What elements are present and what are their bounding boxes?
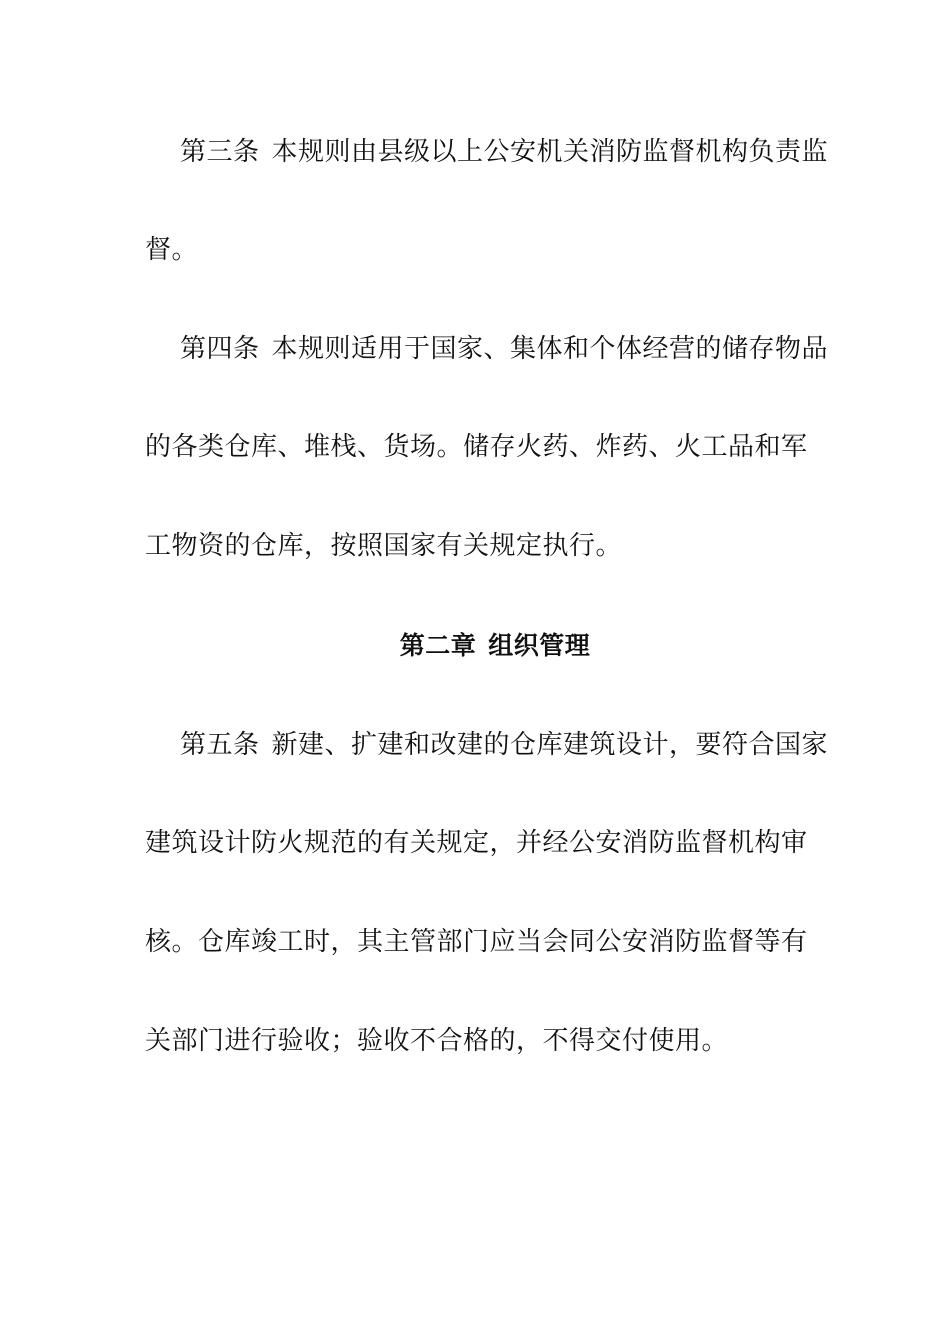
- article-4-line-1: [180, 333, 829, 365]
- article-4-line-2: 的各类仓库、堆栈、货场。储存火药、炸药、火工品和军: [145, 432, 808, 462]
- article-5-line-2: 建筑设计防火规范的有关规定，并经公安消防监督机构审: [145, 828, 808, 858]
- article-4-text-1: 本规则适用于国家、集体和个体经营的储存物品: [271, 334, 829, 364]
- article-5-text-1: 新建、扩建和改建的仓库建筑设计，要符合国家: [271, 730, 829, 760]
- chapter-label: 第二章: [399, 631, 477, 660]
- article-5-label: 第五条: [180, 730, 260, 760]
- article-3-line-1: [180, 136, 829, 168]
- chapter-heading: [0, 630, 950, 662]
- article-4-label: 第四条: [180, 334, 260, 364]
- article-4-line-3: 工物资的仓库，按照国家有关规定执行。: [145, 531, 623, 561]
- article-3-line-2: 督。: [145, 235, 199, 265]
- article-3-label: 第三条: [180, 137, 260, 167]
- article-5-line-4: 关部门进行验收；验收不合格的，不得交付使用。: [145, 1026, 729, 1056]
- article-3-text-1: 本规则由县级以上公安机关消防监督机构负责监: [271, 137, 829, 167]
- article-5-line-1: [180, 729, 829, 761]
- chapter-title: 组织管理: [488, 631, 591, 660]
- article-5-line-3: 核。仓库竣工时，其主管部门应当会同公安消防监督等有: [145, 927, 808, 957]
